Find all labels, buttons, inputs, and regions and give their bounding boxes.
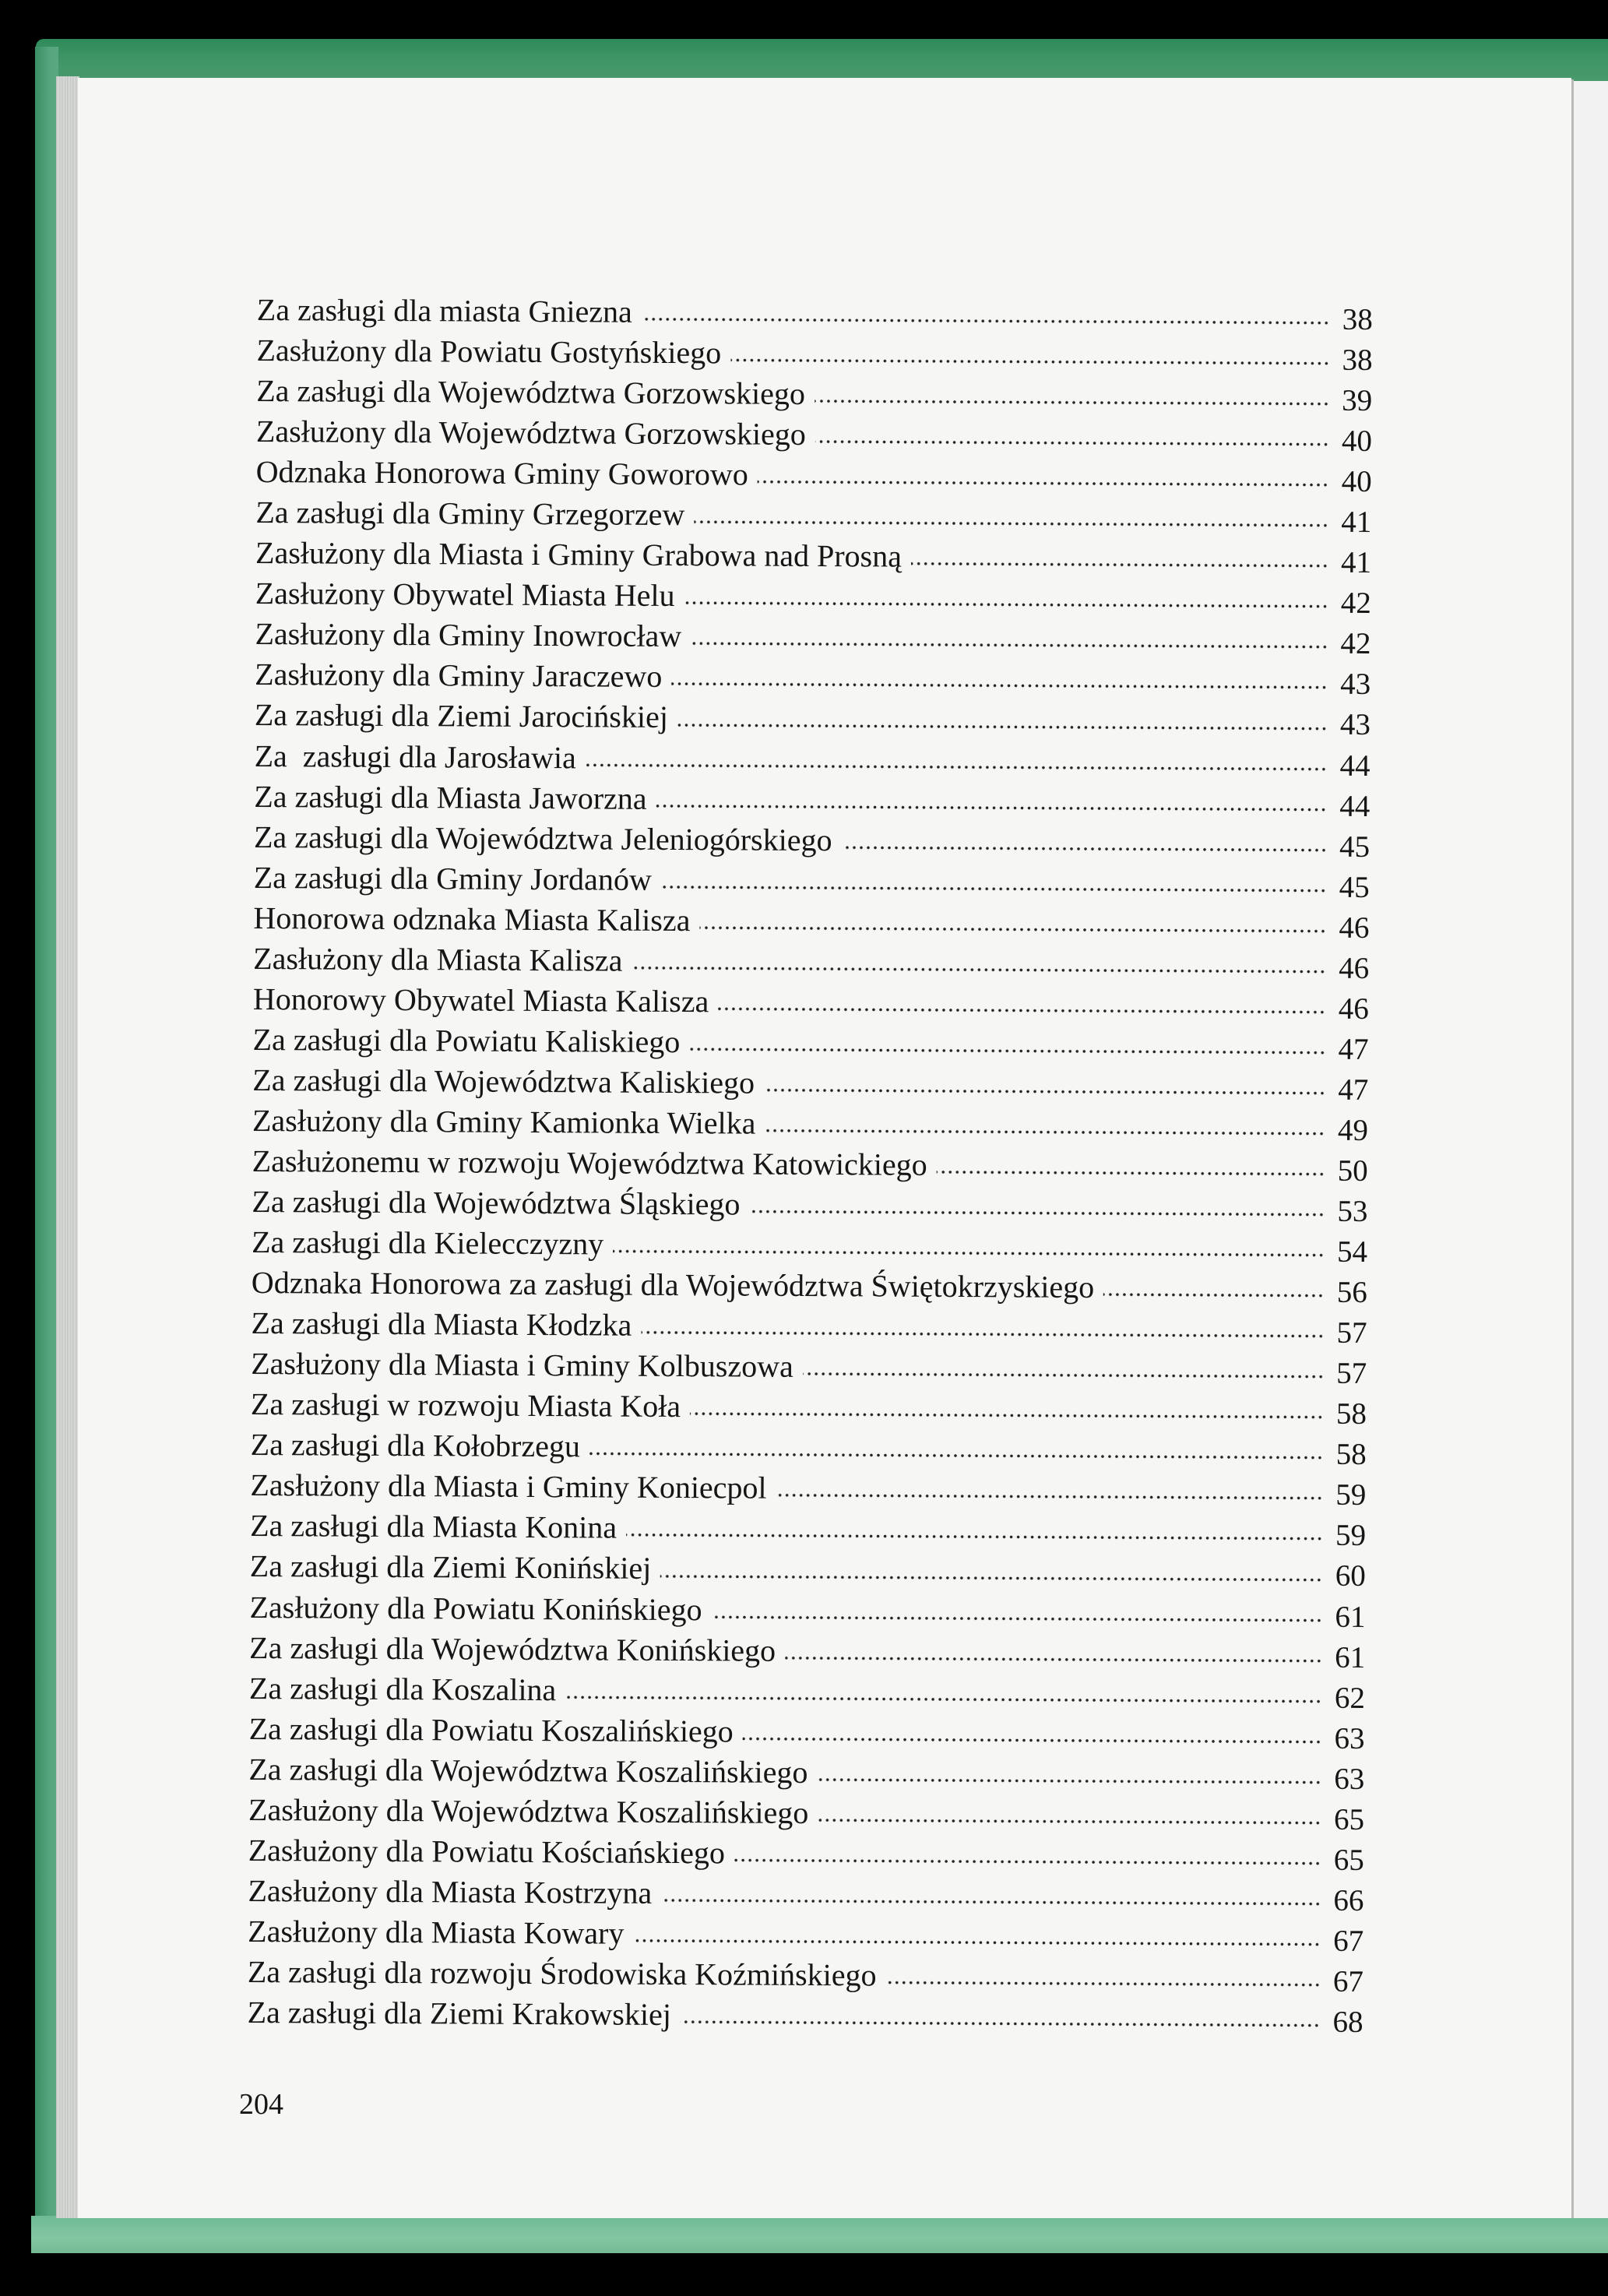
toc-entry-page: 61 — [1335, 1640, 1366, 1674]
toc-entry-page: 68 — [1332, 2005, 1363, 2039]
toc-entry-title: Za zasługi dla Jarosławia — [254, 738, 576, 775]
toc-entry-title: Zasłużony dla Województwa Gorzowskiego — [255, 414, 806, 453]
toc-entry-page: 65 — [1333, 1802, 1365, 1836]
toc-entry — [248, 1749, 1370, 1796]
toc-entry-title: Odznaka Honorowa za zasługi dla Województwa Świętokrzyskiego — [251, 1265, 1095, 1305]
toc-entry-page: 57 — [1336, 1356, 1367, 1391]
toc-entry — [255, 695, 1376, 741]
toc-entry — [255, 654, 1376, 701]
toc-entry — [256, 452, 1378, 498]
toc-entry-page: 61 — [1335, 1600, 1366, 1634]
toc-entry — [249, 1668, 1370, 1715]
toc-entry-page: 40 — [1341, 464, 1372, 499]
toc-entry-title: Za zasługi dla Gminy Grzegorzew — [255, 495, 685, 533]
toc-entry-page: 58 — [1335, 1438, 1367, 1472]
toc-dot-leader — [803, 1372, 1324, 1379]
toc-entry-page: 53 — [1337, 1194, 1368, 1229]
toc-entry-title: Za zasługi dla Województwa Konińskiego — [249, 1629, 776, 1668]
toc-entry-title: Zasłużony dla Powiatu Kościańskiego — [248, 1832, 726, 1871]
toc-entry-page: 59 — [1335, 1478, 1367, 1512]
toc-entry-page: 67 — [1333, 1924, 1364, 1958]
toc-dot-leader — [749, 1210, 1325, 1217]
toc-entry-page: 56 — [1336, 1275, 1367, 1310]
toc-entry-page: 43 — [1340, 667, 1371, 702]
toc-entry-title: Zasłużony dla Miasta Kostrzyna — [248, 1872, 653, 1910]
toc-entry-title: Za zasługi dla Gminy Jordanów — [253, 859, 652, 897]
toc-entry — [249, 1709, 1370, 1755]
toc-dot-leader — [690, 1411, 1324, 1420]
toc-entry-title: Za zasługi dla Powiatu Kaliskiego — [252, 1021, 681, 1059]
toc-dot-leader — [691, 642, 1328, 650]
toc-dot-leader — [818, 1818, 1321, 1826]
toc-entry-title: Zasłużony dla Miasta i Gminy Kolbuszowa — [251, 1346, 793, 1385]
toc-entry-title: Honorowa odznaka Miasta Kalisza — [253, 900, 691, 938]
toc-entry — [251, 1384, 1372, 1431]
toc-dot-leader — [885, 1981, 1320, 1988]
toc-entry-title: Za zasługi dla Ziemi Krakowskiej — [247, 1994, 672, 2032]
toc-entry — [252, 1181, 1373, 1228]
toc-entry — [251, 1343, 1372, 1390]
toc-entry-page: 63 — [1334, 1762, 1365, 1796]
toc-entry-title: Za zasługi dla Województwa Koszalińskiego — [248, 1751, 808, 1790]
toc-entry — [250, 1505, 1371, 1552]
toc-entry — [249, 1628, 1370, 1674]
toc-dot-leader — [817, 1777, 1321, 1785]
toc-dot-leader — [758, 480, 1329, 488]
toc-entry-page: 38 — [1342, 302, 1373, 337]
book-cover-bottom-edge — [31, 2216, 1608, 2253]
toc-entry-page: 43 — [1339, 708, 1371, 742]
toc-entry-page: 42 — [1340, 586, 1371, 621]
toc-dot-leader — [589, 1452, 1324, 1460]
toc-dot-leader — [694, 519, 1328, 528]
toc-entry-title: Zasłużony dla Miasta i Gminy Grabowa nad Prosną — [255, 535, 903, 574]
book-cover-top-edge — [36, 39, 1608, 83]
toc-entry-page: 60 — [1335, 1559, 1366, 1593]
toc-dot-leader — [743, 1736, 1322, 1744]
toc-entry-title: Za zasługi dla Województwa Kaliskiego — [252, 1062, 755, 1100]
toc-entry-title: Zasłużony dla Gminy Inowrocław — [255, 616, 682, 654]
toc-entry-title: Zasłużony dla Powiatu Konińskiego — [249, 1589, 702, 1627]
toc-entry — [254, 817, 1375, 864]
page-number: 204 — [239, 2088, 283, 2121]
toc-entry — [252, 1262, 1373, 1309]
toc-entry — [252, 1060, 1374, 1107]
toc-entry — [255, 736, 1376, 783]
toc-entry — [248, 1992, 1369, 2039]
toc-entry — [252, 1141, 1374, 1188]
toc-entry-page: 39 — [1342, 383, 1373, 418]
toc-entry-title: Honorowy Obywatel Miasta Kalisza — [252, 981, 709, 1019]
toc-entry-title: Za zasługi dla Powiatu Koszalińskiego — [248, 1710, 734, 1749]
toc-dot-leader — [689, 1047, 1325, 1055]
toc-dot-leader — [730, 357, 1329, 365]
toc-entry — [248, 1911, 1369, 1958]
toc-entry-title: Zasłużony dla Powiatu Gostyńskiego — [256, 333, 722, 371]
toc-entry-title: Za zasługi dla rozwoju Środowiska Koźmińskiego — [247, 1953, 877, 1993]
page-edges-stack — [56, 76, 79, 2218]
toc-dot-leader — [815, 399, 1329, 407]
toc-entry-title: Za zasługi dla Kielecczyzny — [252, 1224, 604, 1262]
toc-entry-page: 42 — [1340, 627, 1371, 661]
toc-entry — [253, 938, 1374, 985]
toc-entry-page: 44 — [1339, 748, 1370, 783]
toc-entry-title: Za zasługi dla Miasta Konina — [250, 1508, 618, 1546]
toc-entry-title: Za zasługi dla miasta Gniezna — [256, 291, 633, 329]
toc-entry — [250, 1546, 1371, 1593]
toc-entry-page: 45 — [1339, 870, 1370, 904]
toc-dot-leader — [613, 1249, 1325, 1258]
toc-entry-page: 58 — [1335, 1397, 1367, 1431]
toc-entry-page: 41 — [1341, 505, 1372, 540]
toc-dot-leader — [565, 1695, 1322, 1703]
toc-entry — [253, 898, 1374, 945]
toc-dot-leader — [642, 317, 1330, 326]
toc-entry-title: Za zasługi dla Województwa Gorzowskiego — [256, 373, 806, 412]
toc-entry — [257, 290, 1378, 336]
toc-entry-page: 40 — [1341, 424, 1373, 459]
toc-entry — [255, 614, 1376, 660]
toc-dot-leader — [841, 845, 1327, 852]
toc-entry — [251, 1303, 1372, 1350]
toc-entry-title: Za zasługi dla Województwa Jeleniogórskiego — [253, 819, 832, 857]
toc-entry — [256, 371, 1378, 417]
toc-entry-title: Zasłużony dla Miasta Kowary — [248, 1913, 625, 1951]
toc-dot-leader — [1103, 1292, 1325, 1298]
toc-entry-page: 41 — [1340, 546, 1372, 580]
toc-entry-title: Zasłużony dla Miasta Kalisza — [253, 940, 623, 978]
toc-entry-page: 46 — [1339, 951, 1370, 985]
toc-entry-title: Za zasługi dla Miasta Jaworzna — [254, 778, 647, 816]
toc-entry-title: Zasłużonemu w rozwoju Województwa Katowickiego — [252, 1143, 927, 1182]
toc-dot-leader — [626, 1533, 1323, 1541]
toc-entry — [250, 1465, 1371, 1512]
toc-entry-page: 49 — [1337, 1113, 1369, 1147]
toc-entry-page: 59 — [1335, 1519, 1367, 1553]
toc-dot-leader — [684, 600, 1328, 609]
toc-entry-page: 66 — [1333, 1883, 1364, 1917]
toc-entry — [256, 411, 1378, 458]
toc-entry-title: Zasłużony dla Miasta i Gminy Koniecpol — [250, 1467, 767, 1506]
toc-dot-leader — [632, 965, 1326, 974]
toc-entry-title: Za zasługi dla Ziemi Jarocińskiej — [254, 697, 669, 735]
toc-dot-leader — [765, 1129, 1325, 1136]
toc-entry-title: Za zasługi dla Kołobrzegu — [250, 1427, 581, 1464]
toc-entry-page: 45 — [1339, 829, 1370, 864]
toc-entry-page: 50 — [1337, 1153, 1368, 1188]
toc-dot-leader — [712, 1615, 1323, 1622]
toc-entry — [248, 1790, 1370, 1836]
toc-entry-page: 46 — [1339, 910, 1370, 945]
toc-dot-leader — [776, 1493, 1324, 1501]
toc-entry-page: 46 — [1338, 991, 1369, 1026]
toc-dot-leader — [656, 803, 1328, 812]
toc-entry — [256, 330, 1378, 377]
toc-entry — [255, 533, 1377, 579]
book-cover-left-edge — [35, 47, 58, 2235]
toc-entry — [251, 1424, 1372, 1471]
toc-entry-title: Za zasługi dla Województwa Śląskiego — [252, 1184, 741, 1222]
toc-dot-leader — [699, 925, 1326, 933]
toc-entry-page: 54 — [1337, 1234, 1368, 1269]
toc-entry-page: 47 — [1338, 1072, 1369, 1107]
toc-entry — [249, 1586, 1370, 1633]
toc-entry-title: Odznaka Honorowa Gminy Goworowo — [255, 454, 748, 492]
toc-dot-leader — [718, 1006, 1326, 1014]
toc-dot-leader — [641, 1330, 1324, 1339]
toc-entry — [252, 1019, 1374, 1066]
facing-page-edge — [1574, 81, 1608, 2218]
toc-entry-title: Zasłużony dla Gminy Kamionka Wielka — [252, 1102, 756, 1141]
toc-dot-leader — [660, 1573, 1323, 1582]
toc-dot-leader — [764, 1088, 1325, 1096]
toc-entry-title: Zasłużony dla Gminy Jaraczewo — [255, 657, 663, 695]
toc-entry-page: 47 — [1338, 1032, 1369, 1066]
toc-entry — [254, 857, 1375, 904]
toc-dot-leader — [671, 681, 1328, 690]
toc-entry-page: 67 — [1332, 1964, 1364, 1998]
toc-dot-leader — [785, 1655, 1322, 1663]
toc-dot-leader — [734, 1858, 1321, 1865]
toc-entry-title: Za zasługi dla Koszalina — [248, 1670, 557, 1707]
toc-dot-leader — [681, 2020, 1321, 2028]
toc-entry — [255, 573, 1377, 620]
toc-entry-page: 65 — [1333, 1843, 1364, 1877]
toc-dot-leader — [661, 885, 1327, 893]
toc-entry — [253, 979, 1374, 1026]
toc-entry — [248, 1830, 1370, 1877]
toc-dot-leader — [815, 439, 1329, 447]
table-of-contents — [248, 290, 1378, 2039]
toc-dot-leader — [911, 562, 1328, 569]
toc-entry-page: 62 — [1334, 1681, 1366, 1715]
toc-entry-page: 44 — [1339, 789, 1370, 823]
toc-entry — [252, 1100, 1374, 1147]
toc-entry-title: Zasłużony dla Województwa Koszalińskiego — [248, 1791, 809, 1830]
toc-entry-page: 63 — [1334, 1721, 1365, 1755]
toc-dot-leader — [937, 1170, 1325, 1177]
toc-entry-page: 38 — [1342, 343, 1373, 378]
toc-dot-leader — [677, 723, 1328, 731]
toc-dot-leader — [586, 762, 1328, 771]
toc-dot-leader — [661, 1898, 1321, 1907]
toc-entry — [252, 1222, 1373, 1269]
toc-entry-page: 57 — [1336, 1315, 1367, 1350]
toc-entry — [254, 776, 1375, 823]
toc-entry — [248, 1871, 1369, 1917]
toc-entry — [255, 492, 1377, 539]
toc-entry-title: Za zasługi dla Miasta Kłodzka — [251, 1305, 632, 1343]
toc-entry-title: Za zasługi w rozwoju Miasta Koła — [250, 1386, 681, 1424]
toc-entry — [248, 1952, 1369, 1998]
toc-entry-title: Za zasługi dla Ziemi Konińskiej — [249, 1548, 652, 1586]
toc-entry-title: Zasłużony Obywatel Miasta Helu — [255, 576, 675, 614]
toc-dot-leader — [633, 1939, 1321, 1947]
